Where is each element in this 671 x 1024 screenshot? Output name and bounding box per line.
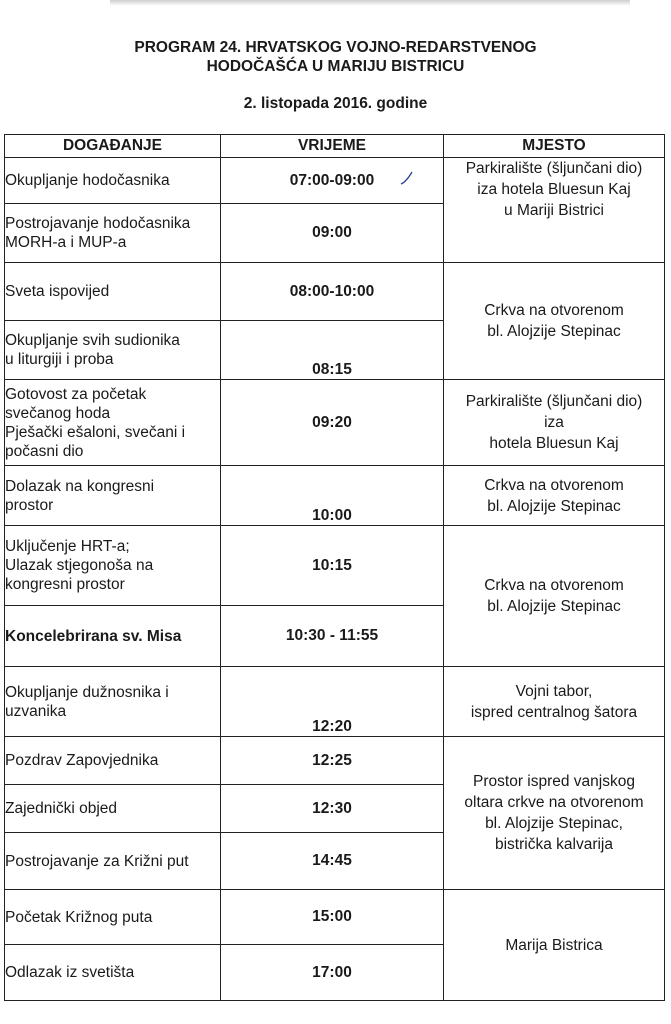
place-text: Parkiralište (šljunčani dio) xyxy=(465,393,643,410)
time-cell: 14:45 xyxy=(221,833,444,890)
time-cell: 12:25 xyxy=(221,737,444,785)
event-text: Pozdrav Zapovjednika xyxy=(5,752,159,769)
column-header-event: DOGAĐANJE xyxy=(5,135,221,158)
place-cell xyxy=(444,158,665,263)
event-cell xyxy=(5,737,221,785)
event-cell xyxy=(5,380,221,466)
table-row xyxy=(5,737,665,785)
time-cell: 08:15 xyxy=(221,321,444,380)
event-text: u liturgiji i proba xyxy=(5,351,114,368)
place-text: Crkva na otvorenom xyxy=(484,302,624,319)
place-text: Vojni tabor, xyxy=(515,682,593,700)
place-text: hotela Bluesun Kaj xyxy=(489,435,619,452)
table-row xyxy=(5,466,665,526)
place-text: Crkva na otvorenom xyxy=(484,577,624,594)
time-cell: 09:20 xyxy=(221,380,444,466)
event-text: kongresni prostor xyxy=(5,576,125,593)
time-cell: 10:00 xyxy=(221,466,444,526)
place-text: Marija Bistrica xyxy=(505,936,603,954)
place-text: u Mariji Bistrici xyxy=(504,202,604,219)
place-cell xyxy=(444,890,665,1001)
place-text: Prostor ispred vanjskog xyxy=(473,773,635,790)
event-text: Ulazak stjegonoša na xyxy=(5,557,154,574)
scan-top-shadow xyxy=(110,0,630,6)
table-row xyxy=(5,667,665,737)
place-text: iza hotela Bluesun Kaj xyxy=(477,181,631,198)
event-text: Zajednički objed xyxy=(5,800,118,817)
event-text: Okupljanje dužnosnika i xyxy=(5,683,169,701)
event-text: Odlazak iz svetišta xyxy=(5,964,135,981)
table-row xyxy=(5,158,665,204)
time-cell: 12:30 xyxy=(221,785,444,833)
event-text: Početak Križnog puta xyxy=(5,908,153,926)
time-cell: 09:00 xyxy=(221,204,444,263)
place-cell xyxy=(444,380,665,466)
event-text: Pješački ešaloni, svečani i xyxy=(5,423,186,441)
event-text: Postrojavanje za Križni put xyxy=(5,852,189,870)
event-text: Sveta ispovijed xyxy=(5,283,110,300)
event-cell xyxy=(5,466,221,526)
event-text: Gotovost za početak xyxy=(5,385,147,403)
table-row xyxy=(5,380,665,466)
event-cell xyxy=(5,833,221,890)
place-cell xyxy=(444,526,665,667)
program-table xyxy=(4,134,665,1001)
event-text: Postrojavanje hodočasnika xyxy=(5,215,191,232)
event-text: Okupljanje svih sudionika xyxy=(5,332,180,349)
time-cell: 10:30 - 11:55 xyxy=(221,606,444,667)
column-header-time: VRIJEME xyxy=(221,135,444,158)
place-cell xyxy=(444,667,665,737)
place-cell xyxy=(444,263,665,380)
event-cell xyxy=(5,263,221,321)
event-cell xyxy=(5,667,221,737)
event-text: uzvanika xyxy=(5,702,67,720)
event-text: počasni dio xyxy=(5,442,84,460)
time-cell: 10:15 xyxy=(221,526,444,606)
event-cell xyxy=(5,321,221,380)
place-cell xyxy=(444,737,665,890)
table-row xyxy=(5,526,665,606)
time-cell: 17:00 xyxy=(221,945,444,1001)
place-text: iza xyxy=(544,414,564,431)
time-cell: 15:00 xyxy=(221,890,444,945)
event-cell xyxy=(5,204,221,263)
event-text: Koncelebrirana sv. Misa xyxy=(5,627,182,645)
place-text: Crkva na otvorenom xyxy=(484,476,624,494)
place-text: bl. Alojzije Stepinac xyxy=(487,598,621,615)
event-cell xyxy=(5,606,221,667)
event-text: MORH-a i MUP-a xyxy=(5,234,127,251)
event-cell xyxy=(5,890,221,945)
place-text: oltara crkve na otvorenom xyxy=(464,794,644,811)
place-cell xyxy=(444,466,665,526)
program-date: 2. listopada 2016. godine xyxy=(243,95,428,112)
place-text: Parkiralište (šljunčani dio) xyxy=(465,160,643,177)
page-title-line2: HODOČAŠĆA U MARIJU BISTRICU xyxy=(206,58,465,75)
event-text: prostor xyxy=(5,496,54,514)
event-text: svečanog hoda xyxy=(5,404,111,422)
event-cell xyxy=(5,945,221,1001)
place-text: bl. Alojzije Stepinac xyxy=(487,497,621,515)
place-text: ispred centralnog šatora xyxy=(470,703,638,721)
place-text: bistrička kalvarija xyxy=(494,836,613,853)
place-text: bl. Alojzije Stepinac, xyxy=(485,815,623,832)
page-title-line1: PROGRAM 24. HRVATSKOG VOJNO-REDARSTVENOG xyxy=(134,39,537,56)
table-row xyxy=(5,890,665,945)
time-cell: 12:20 xyxy=(221,667,444,737)
event-text: Uključenje HRT-a; xyxy=(5,538,130,555)
table-header-row xyxy=(5,135,665,158)
time-cell: 07:00-09:00 xyxy=(221,158,444,204)
event-cell xyxy=(5,158,221,204)
event-cell xyxy=(5,526,221,606)
event-cell xyxy=(5,785,221,833)
event-text: Dolazak na kongresni xyxy=(5,477,155,495)
column-header-place: MJESTO xyxy=(444,135,665,158)
table-row xyxy=(5,263,665,321)
event-text: Okupljanje hodočasnika xyxy=(5,172,170,189)
time-cell: 08:00-10:00 xyxy=(221,263,444,321)
place-text: bl. Alojzije Stepinac xyxy=(487,323,621,340)
